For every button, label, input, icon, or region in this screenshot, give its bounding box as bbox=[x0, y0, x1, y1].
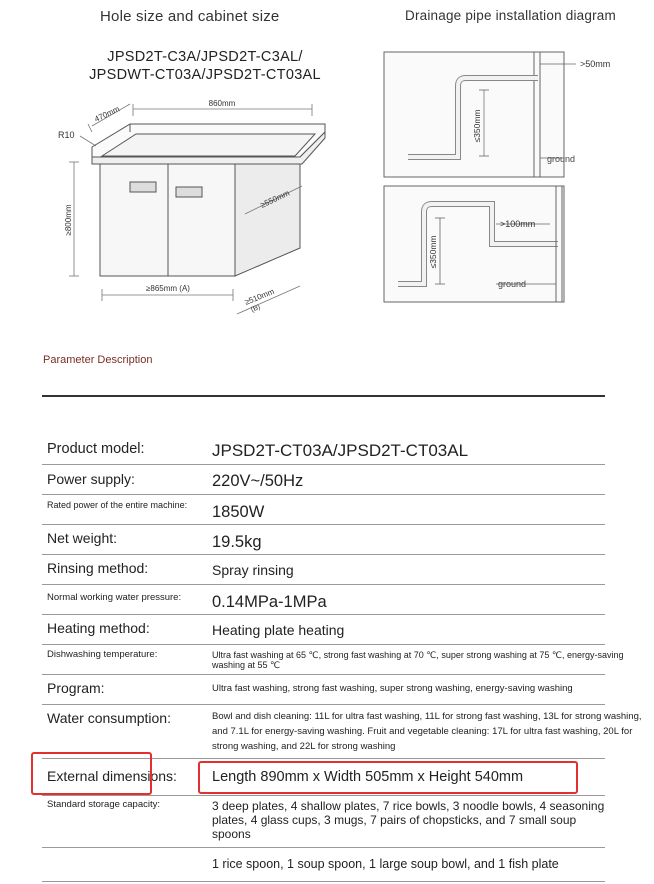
drain-top-ground-label: ground bbox=[547, 154, 576, 164]
param-label: External dimensions: bbox=[47, 768, 177, 784]
param-row-net-weight bbox=[42, 525, 605, 555]
cabinet-diagram bbox=[0, 90, 360, 330]
dim-bottom-sub-label: (B) bbox=[250, 303, 262, 314]
param-row-product-model bbox=[42, 435, 605, 465]
dim-bottom-depth-label: ≥510mm bbox=[243, 286, 276, 307]
param-row-program bbox=[42, 675, 605, 705]
param-value: 1 rice spoon, 1 soup spoon, 1 large soup bowl, and 1 fish plate bbox=[212, 857, 559, 871]
param-value: Bowl and dish cleaning: 11L for ultra fast washing, 11L for strong fast washing, 13L for strong washing, and 7.1L for energy-saving washing. Fruit and vegetable cleaning: 17L for ultra fast washing, 20L for strong washing, and 22L for strong washing bbox=[212, 711, 642, 752]
param-label: Water consumption: bbox=[47, 710, 171, 726]
param-value: 3 deep plates, 4 shallow plates, 7 rice bowls, 3 noodle bowls, 4 seasoning plates, 4 glass cups, 3 mugs, 7 pairs of chopsticks, and 7 small soup spoons bbox=[212, 799, 605, 841]
param-label: Product model: bbox=[47, 441, 145, 457]
dim-cabinet-width-label: ≥865mm (A) bbox=[146, 284, 190, 293]
drainage-diagram bbox=[380, 40, 611, 310]
param-label: Program: bbox=[47, 680, 105, 696]
drainage-diagram-title: Drainage pipe installation diagram bbox=[405, 8, 616, 23]
highlight-dimensions-label bbox=[31, 752, 152, 795]
param-label: Rinsing method: bbox=[47, 560, 149, 576]
param-value: 0.14MPa-1MPa bbox=[212, 593, 327, 611]
param-row-power-supply bbox=[42, 465, 605, 495]
dim-inner-depth-label: ≥550mm bbox=[259, 188, 292, 210]
param-label: Rated power of the entire machine: bbox=[47, 500, 188, 510]
param-value: Heating plate heating bbox=[212, 622, 345, 638]
param-row-water-pressure bbox=[42, 585, 605, 615]
param-value: 220V~/50Hz bbox=[212, 472, 304, 490]
dim-depth-label: 470mm bbox=[93, 104, 122, 124]
dim-width-label: 860mm bbox=[208, 99, 236, 108]
drain-top-height-label: ≤350mm bbox=[472, 109, 482, 143]
cabinet-side bbox=[235, 164, 300, 276]
param-row-water-consumption bbox=[42, 705, 642, 759]
cabinet-handle-right bbox=[176, 187, 202, 197]
param-value: Ultra fast washing at 65 ℃, strong fast washing at 70 ℃, super strong washing at 75 ℃, energy-saving washing at 55 ℃ bbox=[212, 650, 624, 670]
param-row-rinsing-method bbox=[42, 555, 605, 585]
dim-radius-label: R10 bbox=[58, 130, 75, 140]
model-list-line-1: JPSD2T-C3A/JPSD2T-C3AL/ bbox=[107, 49, 303, 65]
model-list-line-2: JPSDWT-CT03A/JPSD2T-CT03AL bbox=[89, 67, 321, 83]
param-row-heating-method bbox=[42, 615, 605, 645]
drain-bottom-height-label: ≤350mm bbox=[428, 235, 438, 269]
drain-bottom-ground-label: ground bbox=[498, 279, 527, 289]
param-row-dishwashing-temperature bbox=[42, 645, 624, 675]
highlight-dimensions-value bbox=[198, 761, 578, 794]
param-label: Standard storage capacity: bbox=[47, 799, 161, 810]
param-value: 19.5kg bbox=[212, 533, 262, 551]
param-value: JPSD2T-CT03A/JPSD2T-CT03AL bbox=[212, 441, 469, 460]
param-value: 1850W bbox=[212, 503, 265, 521]
parameter-section-label: Parameter Description bbox=[43, 354, 153, 366]
param-row-rated-power bbox=[42, 495, 605, 525]
section-divider bbox=[42, 395, 605, 397]
param-value: Length 890mm x Width 505mm x Height 540mm bbox=[212, 769, 524, 785]
cabinet-handle-left bbox=[130, 182, 156, 192]
param-label: Power supply: bbox=[47, 471, 135, 487]
param-row-storage-capacity bbox=[42, 796, 605, 848]
param-label: Dishwashing temperature: bbox=[47, 649, 158, 660]
param-label: Normal working water pressure: bbox=[47, 592, 182, 603]
param-value: Spray rinsing bbox=[212, 562, 294, 578]
param-row-storage-capacity-extra bbox=[42, 848, 605, 882]
param-label: Net weight: bbox=[47, 530, 118, 546]
dim-height-label: ≥800mm bbox=[64, 204, 73, 236]
hole-size-title: Hole size and cabinet size bbox=[100, 8, 280, 25]
drain-top-offset-label: >50mm bbox=[580, 59, 611, 69]
drain-bottom-offset-label: >100mm bbox=[500, 219, 536, 229]
param-value: Ultra fast washing, strong fast washing, super strong washing, energy-saving washing bbox=[212, 683, 573, 694]
param-label: Heating method: bbox=[47, 620, 150, 636]
